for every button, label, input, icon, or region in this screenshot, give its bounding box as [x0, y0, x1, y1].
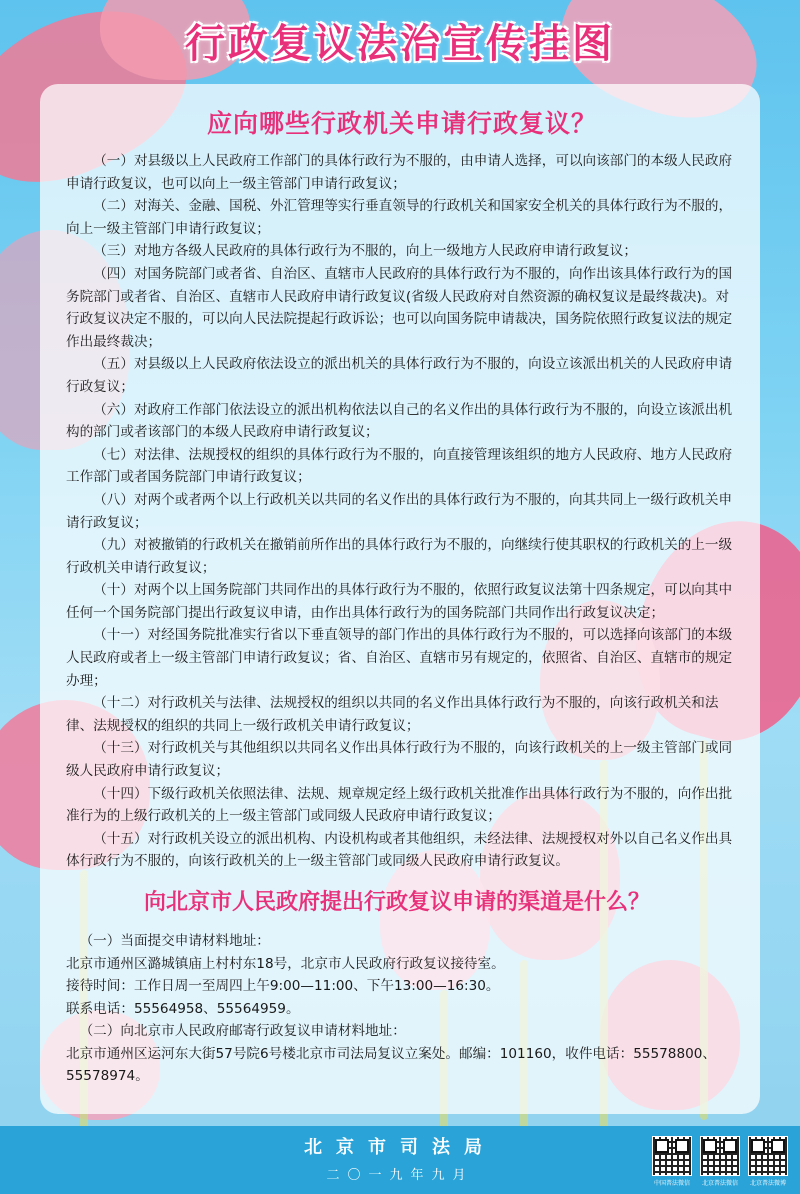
section2-channels: [66, 930, 738, 1088]
item-5: （五）对县级以上人民政府依法设立的派出机关的具体行政行为不服的，向设立该派出机关的人民政府申请行政复议；: [66, 356, 733, 395]
channel-line-1: （一）当面提交申请材料地址：: [79, 933, 270, 949]
footer-organization: 北京市司法局: [304, 1137, 496, 1158]
item-1: （一）对县级以上人民政府工作部门的具体行政行为不服的，由申请人选择，可以向该部门的本级人民政府申请行政复议，也可以向上一级主管部门申请行政复议；: [66, 153, 733, 192]
item-4: （四）对国务院部门或者省、自治区、直辖市人民政府的具体行政行为不服的，向作出该具体行政行为的国务院部门或者省、自治区、直辖市人民政府申请行政复议(省级人民政府对自然资源的确权复议是最终裁决)。对行政复议决定不服的，可以向人民法院提起行政诉讼；也可以向国务院申请裁决，国务院依照行政复议法的规定作出最终裁决；: [66, 265, 733, 350]
channel-line-3: 接待时间：工作日周一至周四上午9:00—11:00、下午13:00—16:30。: [66, 978, 500, 994]
channel-line-6: 北京市通州区运河东大街57号院6号楼北京市司法局复议立案处。邮编：101160，收件电话：55578800、55578974。: [66, 1045, 716, 1084]
qr-caption-2: 北京普法微信: [701, 1180, 738, 1187]
item-6: （六）对政府工作部门依法设立的派出机构依法以自己的名义作出的具体行政行为不服的，向设立该派出机构的部门或者该部门的本级人民政府申请行政复议；: [66, 401, 733, 441]
section1-heading: 应向哪些行政机关申请行政复议？: [206, 109, 597, 138]
footer-date: 二〇一九年九月: [326, 1168, 474, 1183]
item-7: （七）对法律、法规授权的组织的具体行政行为不服的，向直接管理该组织的地方人民政府、地方人民政府工作部门或者国务院部门申请行政复议；: [66, 446, 733, 486]
item-3: （三）对地方各级人民政府的具体行政行为不服的，向上一级地方人民政府申请行政复议；: [93, 243, 637, 260]
qr-caption-1: 中国普法微信: [653, 1180, 690, 1187]
item-8: （八）对两个或者两个以上行政机关以共同的名义作出的具体行政行为不服的，向其共同上一级行政机关申请行政复议；: [66, 491, 733, 531]
channel-line-4: 联系电话：55564958、55564959。: [66, 1000, 300, 1017]
qr-code-icon: [700, 1136, 740, 1176]
channel-line-2: 北京市通州区潞城镇庙上村村东18号，北京市人民政府行政复议接待室。: [66, 955, 505, 972]
item-13: （十三）对行政机关与其他组织以共同名义作出具体行政行为不服的，向该行政机关的上一级主管部门或同级人民政府申请行政复议；: [66, 740, 733, 780]
qr-caption-3: 北京普法微博: [749, 1180, 786, 1187]
item-12: （十二）对行政机关与法律、法规授权的组织以共同的名义作出具体行政行为不服的，向该行政机关和法律、法规授权的组织的共同上一级行政机关申请行政复议；: [66, 695, 719, 734]
item-14: （十四）下级行政机关依照法律、法规、规章规定经上级行政机关批准作出具体行政行为不服的，向作出批准行为的上级行政机关的上一级主管部门或同级人民政府申请行政复议；: [66, 785, 733, 825]
section1-items: [66, 150, 738, 873]
item-15: （十五）对行政机关设立的派出机构、内设机构或者其他组织，未经法律、法规授权对外以自己名义作出具体行政行为不服的，向该行政机关的上一级主管部门或同级人民政府申请行政复议。: [66, 830, 733, 870]
item-2: （二）对海关、金融、国税、外汇管理等实行垂直领导的行政机关和国家安全机关的具体行政行为不服的，向上一级主管部门申请行政复议；: [66, 198, 733, 237]
item-9: （九）对被撤销的行政机关在撤销前所作出的具体行政行为不服的，向继续行使其职权的行政机关的上一级行政机关申请行政复议；: [66, 537, 733, 576]
item-10: （十）对两个以上国务院部门共同作出的具体行政行为不服的，依照行政复议法第十四条规定，可以向其中任何一个国务院部门提出行政复议申请，由作出具体行政行为的国务院部门共同作出行政复议决定；: [66, 582, 733, 621]
item-11: （十一）对经国务院批准实行省以下垂直领导的部门作出的具体行政行为不服的，可以选择向该部门的本级人民政府或者上一级主管部门申请行政复议；省、自治区、直辖市另有规定的，依照省、自治区、直辖市的规定办理；: [66, 627, 733, 689]
poster-title: 行政复议法治宣传挂图: [185, 20, 615, 67]
qr-code-icon: [652, 1136, 692, 1176]
section2-heading: 向北京市人民政府提出行政复议申请的渠道是什么？: [143, 889, 650, 915]
qr-code-icon: [748, 1136, 788, 1176]
qr-code-1: [652, 1136, 692, 1187]
channel-line-5: （二）向北京市人民政府邮寄行政复议申请材料地址：: [79, 1023, 406, 1039]
qr-code-3: [748, 1136, 788, 1187]
content: [66, 84, 738, 1088]
qr-code-2: [700, 1136, 740, 1187]
